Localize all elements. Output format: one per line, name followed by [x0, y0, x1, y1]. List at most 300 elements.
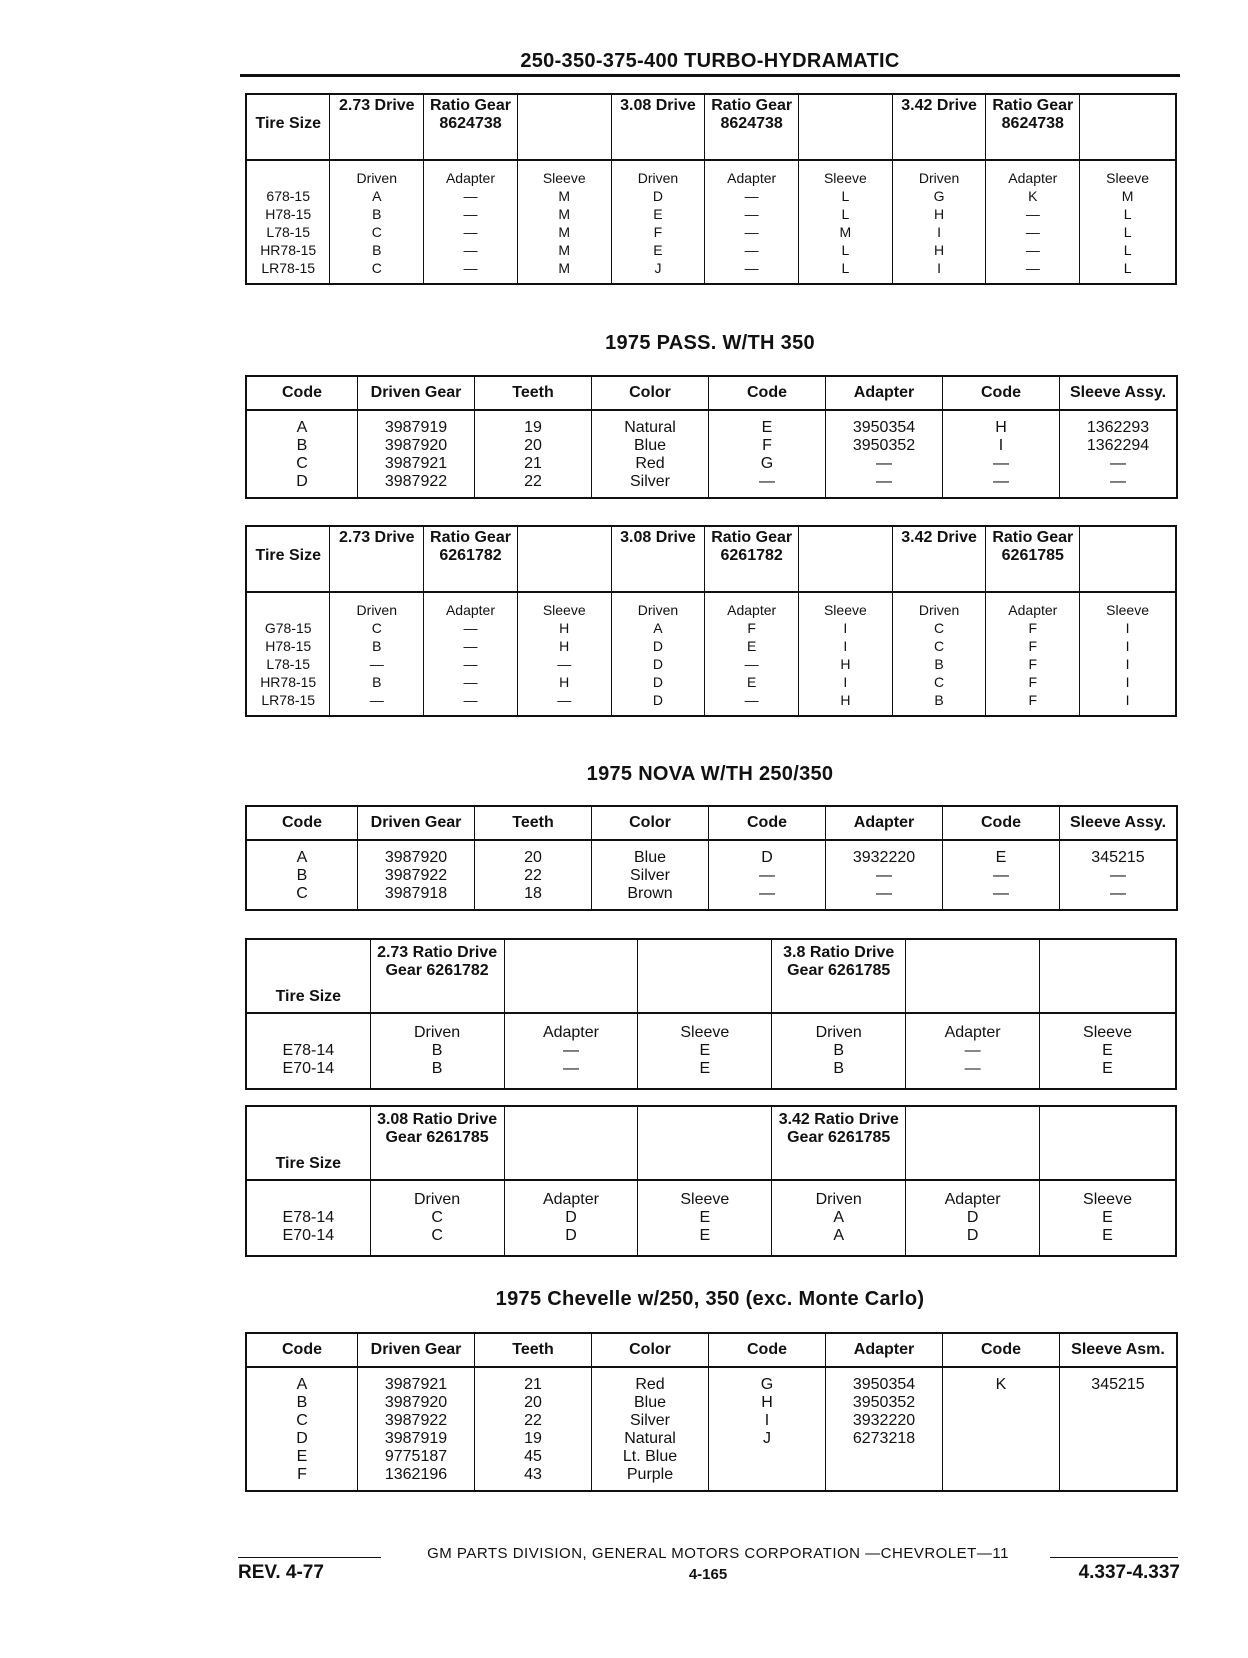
column-subheader: Adapter — [1008, 602, 1058, 618]
header-cell: Code — [246, 1333, 358, 1367]
cell-value: Red — [635, 455, 665, 472]
header-cell: 3.42 Drive — [892, 94, 986, 160]
column-cell — [330, 160, 424, 284]
header-cell: Adapter — [826, 376, 943, 410]
column-cell — [986, 592, 1080, 716]
cell-value: 3987920 — [384, 437, 448, 454]
column-cell — [246, 840, 358, 910]
header-cell — [906, 1106, 1040, 1180]
cell-value: 3950352 — [852, 1394, 916, 1411]
footer-rev: REV. 4-77 — [238, 1562, 324, 1583]
cell-value: H78-15 — [265, 638, 312, 654]
header-cell: 3.42 Ratio Drive Gear 6261785 — [772, 1106, 906, 1180]
cell-value: — — [744, 656, 759, 672]
cell-value: B — [372, 206, 382, 222]
cell-value: — — [964, 1060, 981, 1077]
column-subheader: Driven — [356, 170, 398, 186]
column-subheader: Adapter — [445, 602, 496, 618]
cell-value: I — [764, 1412, 770, 1429]
footer-page-number: 4-165 — [688, 1566, 728, 1583]
column-cell — [906, 1013, 1040, 1089]
column-subheader: Driven — [413, 1191, 461, 1208]
column-cell — [906, 1180, 1040, 1256]
cell-value: 3987920 — [384, 1394, 448, 1411]
cell-value: 3987919 — [384, 1430, 448, 1447]
column-cell — [246, 592, 330, 716]
cell-value: D — [296, 473, 308, 490]
cell-value: H — [559, 620, 570, 636]
cell-value: — — [369, 692, 384, 708]
header-cell: Ratio Gear 8624738 — [705, 94, 799, 160]
header-cell: Code — [246, 376, 358, 410]
header-cell: Teeth — [475, 806, 592, 840]
column-cell — [709, 410, 826, 498]
cell-value: M — [839, 224, 852, 240]
cell-value: 3950354 — [852, 419, 916, 436]
header-cell — [1080, 94, 1176, 160]
cell-value: E — [699, 1042, 711, 1059]
cell-value: D — [565, 1227, 577, 1244]
header-cell: Sleeve Assy. — [1060, 376, 1178, 410]
cell-value: E — [1102, 1227, 1113, 1244]
cell-value: M — [558, 188, 571, 204]
column-cell — [611, 160, 705, 284]
cell-value: 21 — [524, 455, 542, 472]
cell-value: — — [1025, 206, 1040, 222]
cell-value: A — [372, 188, 382, 204]
cell-value: 20 — [524, 437, 542, 454]
cell-lines — [893, 169, 986, 283]
column-subheader: Driven — [815, 1191, 862, 1208]
cell-value: — — [876, 867, 892, 884]
cell-value: E — [1102, 1042, 1113, 1059]
cell-value: — — [463, 188, 478, 204]
cell-value: — — [744, 260, 759, 276]
cell-value: A — [833, 1227, 845, 1244]
header-cell — [906, 939, 1040, 1013]
header-cell — [504, 939, 638, 1013]
cell-value: D — [966, 1227, 979, 1244]
cell-value: 43 — [524, 1466, 542, 1483]
cell-value: C — [934, 674, 945, 690]
cell-value: E70-14 — [282, 1060, 335, 1077]
cell-value: M — [558, 260, 571, 276]
cell-value: 19 — [524, 1430, 542, 1447]
cell-lines — [705, 601, 798, 715]
pass-code-table — [245, 375, 1178, 499]
cell-value: F — [1028, 656, 1038, 672]
cell-value: J — [654, 260, 662, 276]
header-cell: 2.73 Drive — [330, 526, 424, 592]
cell-value: 6273218 — [852, 1430, 916, 1447]
column-subheader: Sleeve — [680, 1191, 730, 1208]
column-cell — [424, 592, 518, 716]
cell-value: I — [937, 260, 942, 276]
cell-value: — — [876, 885, 892, 902]
cell-lines — [986, 601, 1079, 715]
cell-value: Natural — [624, 1430, 676, 1447]
cell-value: C — [296, 885, 308, 902]
cell-value: C — [296, 1412, 308, 1429]
cell-value: G — [933, 188, 945, 204]
cell-value: F — [1028, 692, 1038, 708]
cell-value: H78-15 — [265, 206, 312, 222]
column-cell — [358, 840, 475, 910]
column-cell — [943, 840, 1060, 910]
cell-value: L — [1123, 206, 1132, 222]
cell-value: — — [562, 1060, 579, 1077]
column-subheader — [247, 169, 329, 187]
cell-value: — — [964, 1042, 981, 1059]
column-subheader: Adapter — [727, 602, 777, 618]
column-cell — [611, 592, 705, 716]
footer-rule-right — [1050, 1557, 1178, 1558]
cell-value: — — [744, 224, 759, 240]
header-cell: Code — [709, 376, 826, 410]
cell-value: F — [297, 1466, 307, 1483]
header-cell: Ratio Gear 6261785 — [986, 526, 1080, 592]
column-cell — [826, 1367, 943, 1491]
cell-value: 20 — [524, 849, 542, 866]
column-cell — [705, 592, 799, 716]
column-cell — [592, 410, 709, 498]
turbo-title-rule — [240, 74, 1180, 77]
cell-lines — [247, 601, 329, 715]
cell-value: I — [1125, 692, 1130, 708]
cell-value: A — [296, 419, 308, 436]
header-cell: 3.8 Ratio Drive Gear 6261785 — [772, 939, 906, 1013]
cell-value: D — [652, 638, 663, 654]
cell-value: J — [763, 1430, 771, 1447]
cell-value: L — [841, 188, 850, 204]
cell-value: 9775187 — [384, 1448, 448, 1465]
column-subheader: Driven — [918, 170, 960, 186]
cell-value: 678-15 — [266, 188, 310, 204]
column-cell — [799, 160, 893, 284]
cell-value: C — [371, 620, 382, 636]
cell-value: — — [369, 656, 384, 672]
header-cell: Ratio Gear 6261782 — [705, 526, 799, 592]
header-cell — [504, 1106, 638, 1180]
header-cell — [1040, 1106, 1176, 1180]
cell-value: I — [998, 437, 1004, 454]
cell-value: 3987922 — [384, 473, 448, 490]
cell-value: — — [759, 867, 775, 884]
header-cell: Sleeve Asm. — [1060, 1333, 1178, 1367]
column-subheader: Sleeve — [1083, 1191, 1132, 1208]
cell-value: H — [995, 419, 1007, 436]
cell-value: L — [1123, 242, 1132, 258]
cell-value: Purple — [626, 1466, 674, 1483]
header-cell: Ratio Gear 8624738 — [986, 94, 1080, 160]
pass-ratio-table — [245, 525, 1177, 717]
cell-value: F — [1028, 674, 1038, 690]
column-cell — [330, 592, 424, 716]
cell-value: E — [699, 1060, 711, 1077]
header-cell: Driven Gear — [358, 1333, 475, 1367]
cell-value: — — [993, 885, 1009, 902]
cell-value: C — [371, 260, 382, 276]
cell-value: A — [296, 849, 308, 866]
cell-value: 3987922 — [384, 1412, 448, 1429]
header-cell: Adapter — [826, 1333, 943, 1367]
cell-lines — [330, 169, 423, 283]
cell-value: 3987919 — [384, 419, 448, 436]
cell-value: B — [431, 1060, 443, 1077]
column-cell — [370, 1013, 504, 1089]
footer-division: GM PARTS DIVISION, GENERAL MOTORS CORPORATION —CHEVROLET—11 — [427, 1545, 1009, 1562]
chevelle-code-table — [245, 1332, 1178, 1492]
cell-value: — — [463, 224, 478, 240]
column-subheader: Sleeve — [542, 602, 586, 618]
cell-value: G — [760, 455, 774, 472]
header-cell: Code — [943, 806, 1060, 840]
column-cell — [709, 840, 826, 910]
column-subheader: Driven — [356, 602, 398, 618]
turbo-gear-table — [245, 93, 1177, 285]
header-cell: Teeth — [475, 1333, 592, 1367]
cell-value: HR78-15 — [260, 242, 317, 258]
cell-value: C — [934, 638, 945, 654]
cell-value: H — [761, 1394, 773, 1411]
cell-value: 3987921 — [384, 455, 448, 472]
column-cell — [1060, 840, 1178, 910]
cell-value: — — [557, 656, 572, 672]
nova-ratio-table-1 — [245, 938, 1177, 1090]
cell-value: — — [876, 473, 892, 490]
column-cell — [246, 1013, 370, 1089]
column-subheader: Adapter — [445, 170, 496, 186]
cell-value: H — [934, 242, 945, 258]
cell-value: D — [565, 1209, 577, 1226]
cell-value: M — [558, 206, 571, 222]
column-cell — [592, 1367, 709, 1491]
column-subheader: Sleeve — [1083, 1024, 1132, 1041]
nova-ratio-table-2 — [245, 1105, 1177, 1257]
cell-value: E70-14 — [282, 1227, 335, 1244]
column-subheader: Sleeve — [680, 1024, 730, 1041]
cell-value: E78-14 — [282, 1209, 335, 1226]
header-cell — [1040, 939, 1176, 1013]
column-cell — [826, 840, 943, 910]
cell-value: 19 — [524, 419, 542, 436]
header-cell: Code — [246, 806, 358, 840]
cell-value: B — [934, 692, 944, 708]
header-cell — [638, 1106, 772, 1180]
cell-value: Blue — [633, 849, 667, 866]
column-cell — [892, 160, 986, 284]
cell-lines — [330, 601, 423, 715]
column-cell — [358, 1367, 475, 1491]
column-cell — [892, 592, 986, 716]
column-cell — [826, 410, 943, 498]
cell-value: — — [1110, 867, 1126, 884]
cell-value: C — [431, 1227, 443, 1244]
cell-value: 3950352 — [852, 437, 916, 454]
cell-value: I — [843, 638, 848, 654]
cell-value: B — [296, 867, 308, 884]
cell-value: 1362293 — [1086, 419, 1150, 436]
cell-value: — — [463, 674, 478, 690]
cell-value: — — [463, 620, 478, 636]
header-cell: 2.73 Drive — [330, 94, 424, 160]
cell-value: D — [966, 1209, 979, 1226]
column-cell — [943, 1367, 1060, 1491]
cell-value: E — [746, 638, 757, 654]
cell-value: B — [372, 638, 382, 654]
cell-value: C — [934, 620, 945, 636]
cell-value: — — [557, 692, 572, 708]
cell-value: I — [1125, 674, 1130, 690]
cell-lines — [986, 169, 1079, 283]
column-subheader: Driven — [815, 1024, 862, 1041]
cell-value: — — [1110, 455, 1126, 472]
cell-lines — [612, 601, 705, 715]
column-cell — [246, 160, 330, 284]
cell-value: 22 — [524, 1412, 542, 1429]
cell-value: B — [833, 1042, 845, 1059]
header-cell: Adapter — [826, 806, 943, 840]
header-cell: Ratio Gear 6261782 — [424, 526, 518, 592]
cell-value: 3950354 — [852, 1376, 916, 1393]
column-cell — [1060, 410, 1178, 498]
cell-value: H — [934, 206, 945, 222]
cell-value: — — [1110, 885, 1126, 902]
cell-value: K — [1028, 188, 1038, 204]
header-cell — [799, 94, 893, 160]
cell-value: 3987918 — [384, 885, 448, 902]
column-cell — [504, 1180, 638, 1256]
cell-value: Silver — [629, 867, 670, 884]
column-cell — [424, 160, 518, 284]
cell-value: Silver — [629, 473, 670, 490]
cell-value: H — [559, 674, 570, 690]
cell-value: E — [296, 1448, 308, 1465]
cell-value: C — [371, 224, 382, 240]
cell-value: 18 — [524, 885, 542, 902]
cell-value: B — [296, 1394, 308, 1411]
cell-value: 3987920 — [384, 849, 448, 866]
cell-value: — — [759, 885, 775, 902]
cell-value: F — [762, 437, 772, 454]
column-subheader: Adapter — [542, 1191, 599, 1208]
header-cell — [638, 939, 772, 1013]
cell-value: E — [746, 674, 757, 690]
header-cell: Code — [709, 806, 826, 840]
cell-value: L — [841, 260, 850, 276]
cell-value: LR78-15 — [261, 260, 316, 276]
cell-value: F — [1028, 638, 1038, 654]
cell-value: A — [296, 1376, 308, 1393]
cell-value: B — [833, 1060, 845, 1077]
column-cell — [517, 160, 611, 284]
column-subheader: Driven — [637, 170, 679, 186]
column-cell — [504, 1013, 638, 1089]
column-subheader: Adapter — [1008, 170, 1058, 186]
cell-lines — [424, 169, 517, 283]
header-cell: Color — [592, 376, 709, 410]
cell-lines — [799, 601, 892, 715]
cell-value: LR78-15 — [261, 692, 316, 708]
cell-value: K — [995, 1376, 1007, 1393]
nova-title: 1975 NOVA W/TH 250/350 — [586, 763, 834, 785]
column-subheader: Driven — [918, 602, 960, 618]
cell-value: H — [559, 638, 570, 654]
cell-value: L — [841, 242, 850, 258]
cell-value: I — [843, 620, 848, 636]
cell-value: — — [993, 473, 1009, 490]
cell-value: H — [840, 692, 851, 708]
cell-value: I — [1125, 656, 1130, 672]
cell-value: — — [463, 206, 478, 222]
cell-value: — — [463, 260, 478, 276]
pass-title: 1975 PASS. W/TH 350 — [605, 332, 815, 354]
cell-value: E — [1102, 1060, 1113, 1077]
cell-lines — [893, 601, 986, 715]
cell-value: M — [1121, 188, 1134, 204]
header-cell: 3.08 Ratio Drive Gear 6261785 — [370, 1106, 504, 1180]
header-cell — [517, 526, 611, 592]
cell-value: Blue — [633, 1394, 667, 1411]
cell-value: — — [744, 206, 759, 222]
cell-value: — — [463, 692, 478, 708]
cell-value: H — [840, 656, 851, 672]
cell-value: Natural — [624, 419, 676, 436]
header-cell: 3.08 Drive — [611, 94, 705, 160]
cell-value: B — [431, 1042, 443, 1059]
cell-lines — [518, 601, 611, 715]
cell-value: E — [699, 1227, 711, 1244]
column-subheader: Sleeve — [1106, 170, 1149, 186]
header-cell — [799, 526, 893, 592]
header-cell: Tire Size — [246, 94, 330, 160]
column-cell — [709, 1367, 826, 1491]
column-subheader: Driven — [413, 1024, 461, 1041]
cell-value: — — [463, 656, 478, 672]
column-cell — [475, 410, 592, 498]
cell-value: 3932220 — [852, 849, 916, 866]
cell-value: 21 — [524, 1376, 542, 1393]
cell-value: C — [431, 1209, 443, 1226]
column-cell — [517, 592, 611, 716]
column-cell — [1080, 592, 1176, 716]
column-cell — [799, 592, 893, 716]
cell-value: D — [652, 656, 663, 672]
cell-value: E — [761, 419, 773, 436]
cell-value: I — [1125, 620, 1130, 636]
header-cell: Ratio Gear 8624738 — [424, 94, 518, 160]
header-cell: Tire Size — [246, 1106, 370, 1180]
cell-value: Lt. Blue — [622, 1448, 678, 1465]
cell-value: — — [759, 473, 775, 490]
cell-value: — — [993, 867, 1009, 884]
cell-lines — [1080, 169, 1175, 283]
cell-value: 1362196 — [384, 1466, 448, 1483]
cell-value: G78-15 — [264, 620, 312, 636]
cell-value: M — [558, 242, 571, 258]
cell-value: 45 — [524, 1448, 542, 1465]
column-subheader — [247, 1191, 370, 1209]
cell-lines — [799, 169, 892, 283]
column-cell — [246, 410, 358, 498]
cell-value: 3932220 — [852, 1412, 916, 1429]
column-subheader: Sleeve — [542, 170, 586, 186]
cell-value: — — [744, 188, 759, 204]
column-subheader: Adapter — [727, 170, 777, 186]
cell-value: 3987921 — [384, 1376, 448, 1393]
cell-value: — — [1110, 473, 1126, 490]
column-subheader: Adapter — [542, 1024, 599, 1041]
